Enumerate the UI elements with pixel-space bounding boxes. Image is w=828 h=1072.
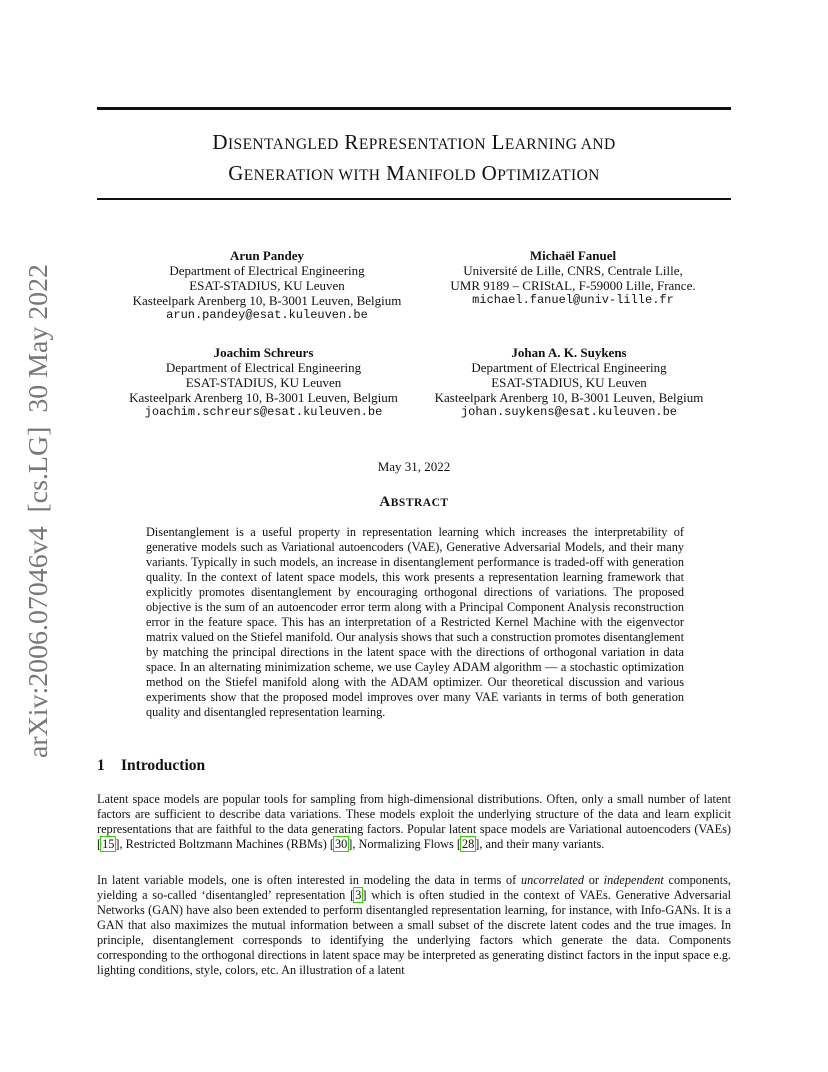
paragraph-text: In latent variable models, one is often interested in modeling the data in terms of <box>97 873 521 887</box>
title-word-rest: ANIFOLD <box>405 167 476 184</box>
author-affiliation: Kasteelpark Arenberg 10, B-3001 Leuven, Belgium <box>434 390 704 405</box>
citation-link[interactable] <box>101 837 115 851</box>
intro-paragraph-1 <box>97 792 731 852</box>
title-word-cap: G <box>228 161 244 185</box>
title-rule-top <box>97 107 731 110</box>
author-affiliation: Université de Lille, CNRS, Centrale Lille, <box>463 263 683 278</box>
title-word-rest: ISENTANGLED <box>227 136 339 153</box>
title-word-cap: M <box>386 161 406 185</box>
section-number: 1 <box>97 757 105 774</box>
title-word-cap: D <box>212 130 228 154</box>
paragraph-text: ] which is often studied in the context of VAEs. Generative Adversarial Networks (GAN) have also been extended to perform disentangled representation learning, for instance, with Info-GANs. It is a GAN that also maximizes the mutual information between a small subset of the discrete latent codes and the true images. In principle, disentanglement corresponds to identifying the underlying factors which generate the data. Components corresponding to the orthogonal directions in latent space may be interpreted as generating distinct factors in the input space e.g. lighting conditions, style, colors, etc. An illustration of a latent <box>97 888 732 977</box>
title-rule-bottom <box>97 198 731 200</box>
author-name: Johan A. K. Suykens <box>511 345 627 360</box>
citation-link[interactable] <box>334 837 348 851</box>
author-johan-suykens <box>430 345 708 420</box>
abstract-heading <box>97 494 731 511</box>
author-affiliation: ESAT-STADIUS, KU Leuven <box>491 375 647 390</box>
author-affiliation: Department of Electrical Engineering <box>471 360 667 375</box>
emphasis-text: independent <box>603 873 664 887</box>
author-name: Joachim Schreurs <box>213 345 314 360</box>
paper-title <box>97 128 731 190</box>
emphasis-text: uncorrelated <box>520 873 585 887</box>
title-word-rest: EARNING AND <box>504 136 616 153</box>
author-name: Michaël Fanuel <box>529 248 617 263</box>
author-affiliation: ESAT-STADIUS, KU Leuven <box>189 278 345 293</box>
author-email[interactable]: johan.suykens@esat.kuleuven.be <box>460 405 678 419</box>
paragraph-text: components, yielding a so-called ‘disentangled’ representation [ <box>97 873 731 902</box>
paragraph-text: Latent space models are popular tools for sampling from high-dimensional distributions. Often, only a small number of latent factors are sufficient to describe data variations. These models exploit the underlying structure of the data and learn explicit representations that are faithful to the data generating factors. Popular latent space models are Variational autoencoders (VAEs) [ <box>97 792 731 851</box>
title-word-cap: O <box>481 161 498 185</box>
title-word-rest: EPRESENTATION <box>358 136 486 153</box>
title-line-2 <box>97 159 731 190</box>
abstract-text: Disentanglement is a useful property in representation learning which increases the interpretability of generative models such as Variational autoencoders (VAE), Generative Adversarial Models, and their many variants. Typically in such models, an increase in disentanglement performance is traded-off with generation quality. In the context of latent space models, this work presents a representation learning framework that explicitly promotes disentanglement by encouraging orthogonal directions of variations. The proposed objective is the sum of an autoencoder error term along with a Principal Component Analysis reconstruction error in the feature space. This has an interpretation of a Restricted Kernel Machine with the eigenvector matrix valued on the Stiefel manifold. Our analysis shows that such a construction promotes disentanglement by matching the principal directions in the latent space with the directions of orthogonal variation in data space. In an alternating minimization scheme, we use Cayley ADAM algorithm — a stochastic optimization method on the Stiefel manifold along with the ADAM optimizer. Our theoretical discussion and various experiments show that the proposed model improves over many VAE variants in terms of both generation quality and disentangled representation learning. <box>146 525 684 719</box>
section-title: Introduction <box>121 757 206 774</box>
author-joachim-schreurs <box>97 345 430 420</box>
citation-number[interactable]: 28 <box>462 837 475 851</box>
title-word-cap: R <box>344 130 359 154</box>
author-email[interactable]: michael.fanuel@univ-lille.fr <box>472 293 674 307</box>
abstract-heading-cap: A <box>379 494 391 510</box>
title-word-rest: ENERATION WITH <box>243 167 381 184</box>
intro-paragraph-2 <box>97 873 731 978</box>
author-michael-fanuel <box>427 248 719 308</box>
author-affiliation: Kasteelpark Arenberg 10, B-3001 Leuven, Belgium <box>132 293 402 308</box>
paragraph-text: ], Normalizing Flows [ <box>348 837 461 851</box>
citation-number[interactable]: 15 <box>102 837 115 851</box>
title-line-1 <box>97 128 731 159</box>
author-affiliation: Kasteelpark Arenberg 10, B-3001 Leuven, Belgium <box>129 390 398 405</box>
paragraph-text: ], and their many variants. <box>475 837 605 851</box>
author-affiliation: UMR 9189 – CRIStAL, F-59000 Lille, France. <box>450 278 696 293</box>
paper-date: May 31, 2022 <box>377 459 451 474</box>
author-affiliation: Department of Electrical Engineering <box>165 360 362 375</box>
arxiv-stamp <box>16 262 58 762</box>
title-word-cap: L <box>491 130 505 154</box>
section-heading-introduction <box>97 757 205 775</box>
paragraph-text: ], Restricted Boltzmann Machines (RBMs) [ <box>115 837 334 851</box>
citation-link[interactable] <box>461 837 475 851</box>
author-email[interactable]: arun.pandey@esat.kuleuven.be <box>166 308 368 322</box>
title-word-rest: PTIMIZATION <box>497 167 600 184</box>
arxiv-stamp-text: arXiv:2006.07046v4 [cs.LG] 30 May 2022 <box>22 270 53 758</box>
abstract-heading-rest: BSTRACT <box>390 497 449 509</box>
author-arun-pandey <box>107 248 427 323</box>
citation-number[interactable]: 30 <box>334 837 348 851</box>
citation-number[interactable]: 3 <box>355 888 362 902</box>
author-name: Arun Pandey <box>229 248 305 263</box>
author-email[interactable]: joachim.schreurs@esat.kuleuven.be <box>144 405 383 419</box>
author-affiliation: ESAT-STADIUS, KU Leuven <box>185 375 342 390</box>
author-affiliation: Department of Electrical Engineering <box>169 263 365 278</box>
paragraph-text: or <box>584 873 604 887</box>
